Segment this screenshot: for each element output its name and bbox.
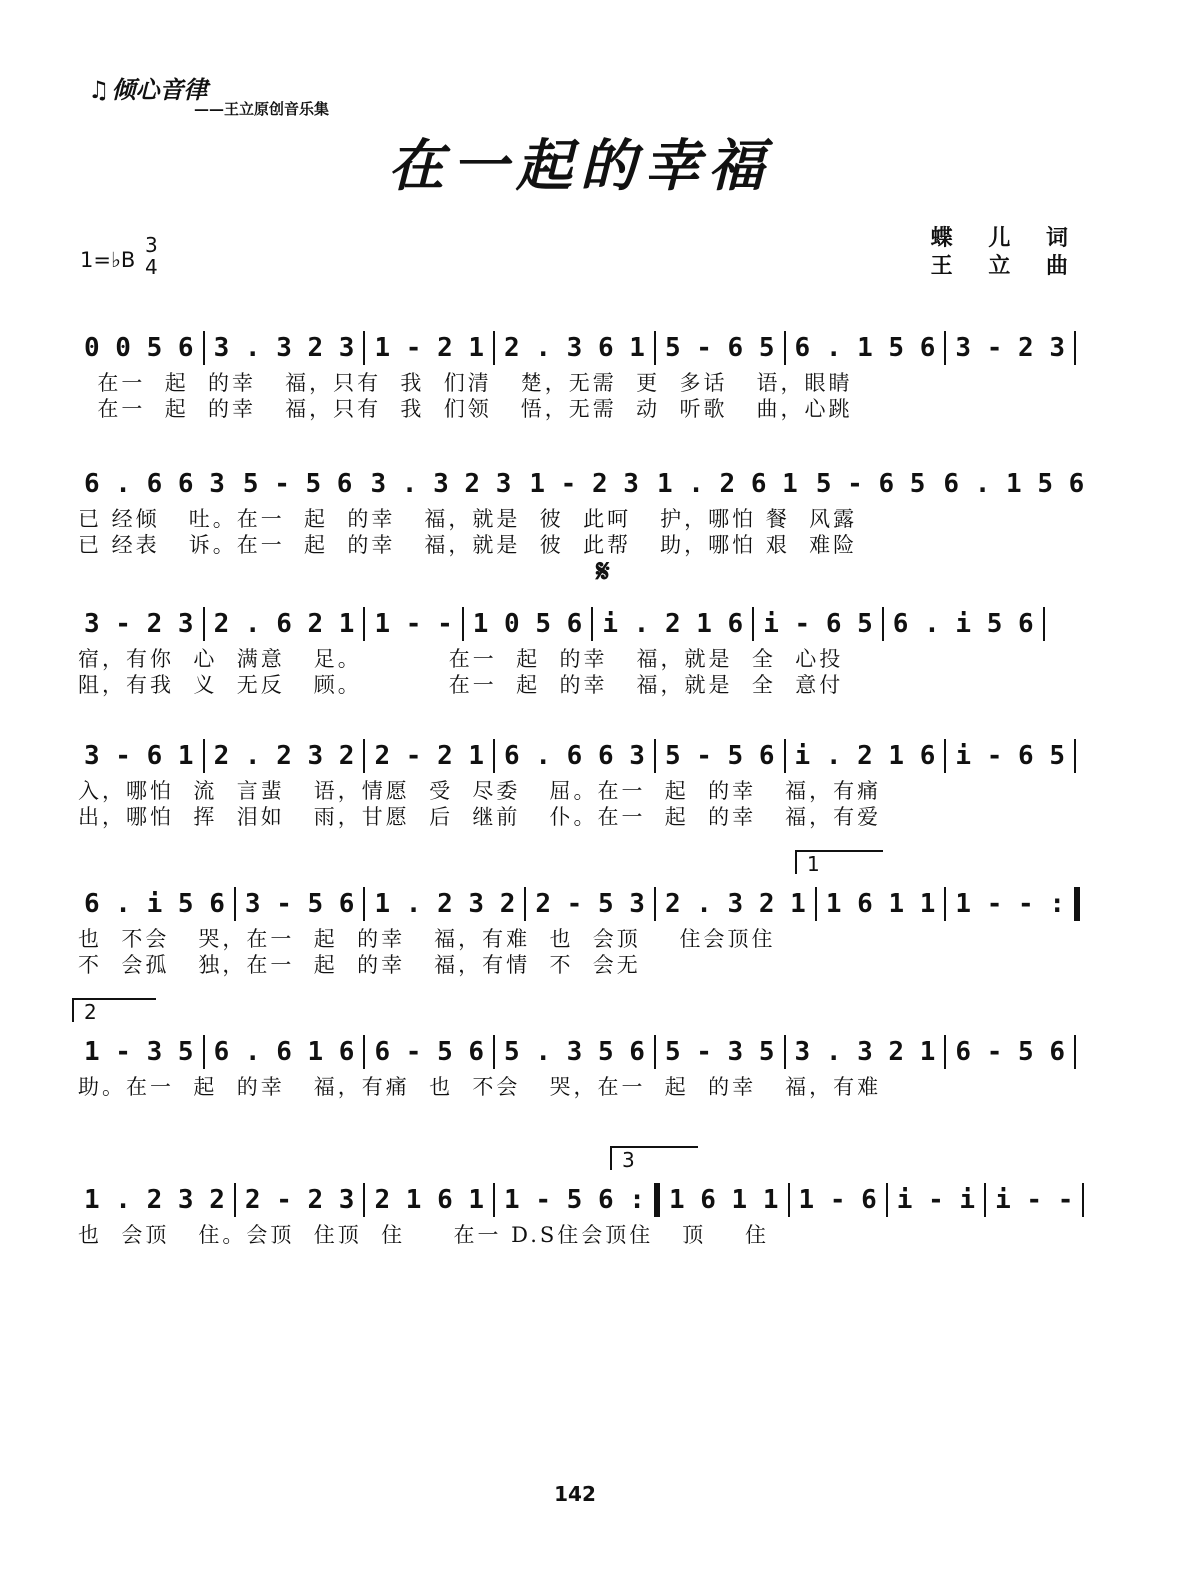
measure: 1 - 2 1 xyxy=(374,333,485,363)
measure: 6 . 6 6 3 xyxy=(84,469,225,499)
bar-line xyxy=(363,1035,365,1069)
volta-bracket xyxy=(72,998,156,1022)
measure: 1 - 6 xyxy=(798,1185,877,1215)
lyric-line: 不 会孤 独，在一 起 的幸 福，有情 不 会无 xyxy=(78,953,641,977)
lyric-line: 助。在一 起 的幸 福，有痛 也 不会 哭，在一 起 的幸 福，有难 xyxy=(78,1075,882,1099)
measure: 3 - 2 3 xyxy=(84,609,194,639)
volta-bracket xyxy=(610,1146,698,1170)
bar-line xyxy=(363,1183,365,1217)
measure: 6 . 6 6 3 xyxy=(504,741,645,771)
measure: 5 . 3 5 6 xyxy=(504,1037,645,1067)
measure: 5 - 6 5 xyxy=(815,469,926,499)
bar-line xyxy=(203,739,205,773)
measure: 5 - 5 6 xyxy=(664,741,775,771)
measure: 6 . i 5 6 xyxy=(892,609,1034,639)
measure: 1 0 5 6 xyxy=(472,609,583,639)
lyric-line: 入，哪怕 流 言蜚 语，情愿 受 尽委 屈。在一 起 的幸 福，有痛 xyxy=(78,779,882,803)
measure: 6 . i 5 6 xyxy=(84,889,225,919)
measure: 6 - 5 6 xyxy=(955,1037,1065,1067)
lyric-line: 宿，有你 心 满意 足。 在一 起 的幸 福，就是 全 心投 xyxy=(78,647,844,671)
lyric-line: 已 经表 诉。在一 起 的幸 福，就是 彼 此帮 助，哪怕 艰 难险 xyxy=(78,533,858,557)
measure: i . 2 1 6 xyxy=(794,741,936,771)
lyric-line: 也 会顶 住。会顶 住顶 住 在一 D.S住会顶住 顶 住 xyxy=(78,1223,770,1247)
bar-line xyxy=(203,331,205,365)
brand-subtitle: ——王立原创音乐集 xyxy=(194,100,330,118)
measure: 2 . 2 3 2 xyxy=(213,741,355,771)
bar-line xyxy=(234,1183,236,1217)
bar-line xyxy=(493,1035,495,1069)
measure: 3 - 5 6 xyxy=(244,889,355,919)
time-signature xyxy=(145,234,158,278)
measure: i - 6 5 xyxy=(763,609,873,639)
bar-line xyxy=(591,607,593,641)
measure: i - - xyxy=(995,1185,1074,1215)
measure: 1 . 2 3 2 xyxy=(84,1185,225,1215)
score-system xyxy=(78,734,1088,830)
credits xyxy=(931,224,1082,280)
bar-line xyxy=(1074,1035,1076,1069)
score-system xyxy=(78,602,1088,698)
bar-line xyxy=(752,607,754,641)
measure: 3 . 3 2 3 xyxy=(370,469,512,499)
volta-bracket xyxy=(795,850,883,874)
bar-line xyxy=(493,331,495,365)
measure: 1 . 2 3 2 xyxy=(374,889,516,919)
volta-number: 2 xyxy=(84,1000,97,1024)
notes-row xyxy=(78,1178,1088,1222)
bar-line xyxy=(203,1035,205,1069)
lyricist-credit: 蝶 儿 词 xyxy=(930,225,1082,251)
song-title: 在一起的幸福 xyxy=(388,133,772,199)
measure: i - 6 5 xyxy=(955,741,1065,771)
bar-line xyxy=(654,1035,656,1069)
composer-credit: 王 立 曲 xyxy=(930,253,1082,279)
brand-name: 倾心音律 xyxy=(111,75,208,104)
measure: 3 . 3 2 3 xyxy=(213,333,355,363)
measure: 6 . 1 5 6 xyxy=(943,469,1085,499)
bar-line xyxy=(944,1035,946,1069)
bar-line xyxy=(654,331,656,365)
bar-line xyxy=(1074,331,1076,365)
measure: 1 - 5 6 : xyxy=(504,1185,645,1215)
time-signature-top: 3 xyxy=(145,233,158,257)
measure: 2 - 5 3 xyxy=(535,889,645,919)
bar-line xyxy=(654,887,656,921)
bar-line xyxy=(788,1183,790,1217)
volta-number: 3 xyxy=(622,1148,635,1172)
lyric-line: 出，哪怕 挥 泪如 雨，甘愿 后 继前 仆。在一 起 的幸 福，有爱 xyxy=(78,805,882,829)
bar-line xyxy=(944,887,946,921)
lyric-line: 在一 起 的幸 福，只有 我 们领 悟，无需 动 听歌 曲，心跳 xyxy=(78,397,853,421)
bar-line xyxy=(493,1183,495,1217)
notes-row xyxy=(78,882,1088,926)
bar-line xyxy=(882,607,884,641)
measure: 6 - 5 6 xyxy=(374,1037,485,1067)
measure: 6 . 6 1 6 xyxy=(213,1037,355,1067)
measure: 1 . 2 6 1 xyxy=(656,469,798,499)
score-system xyxy=(78,1030,1088,1100)
volta-number: 1 xyxy=(807,852,820,876)
bar-line xyxy=(524,887,526,921)
measure: 6 . 1 5 6 xyxy=(794,333,936,363)
score-system xyxy=(78,1178,1088,1248)
bar-line xyxy=(493,739,495,773)
measure: 2 . 3 2 1 xyxy=(664,889,806,919)
bar-line xyxy=(1082,1183,1084,1217)
bar-line xyxy=(363,887,365,921)
lyric-line: 阻，有我 义 无反 顾。 在一 起 的幸 福，就是 全 意付 xyxy=(78,673,844,697)
measure: 1 6 1 1 xyxy=(825,889,936,919)
page-number: 142 xyxy=(554,1482,596,1506)
bar-line xyxy=(1074,887,1080,921)
bar-line xyxy=(784,1035,786,1069)
bar-line xyxy=(886,1183,888,1217)
measure: 2 - 2 1 xyxy=(374,741,485,771)
measure: 2 . 3 6 1 xyxy=(504,333,645,363)
measure: 1 6 1 1 xyxy=(668,1185,779,1215)
measure: 3 - 6 1 xyxy=(84,741,194,771)
music-note-icon: ♫ xyxy=(88,76,110,104)
bar-line xyxy=(1043,607,1045,641)
bar-line xyxy=(944,739,946,773)
notes-row xyxy=(78,326,1088,370)
measure: i . 2 1 6 xyxy=(602,609,744,639)
bar-line xyxy=(815,887,817,921)
score-system xyxy=(78,326,1088,422)
measure: 1 - 2 3 xyxy=(529,469,639,499)
measure: 0 0 5 6 xyxy=(84,333,194,363)
lyric-line: 已 经倾 吐。在一 起 的幸 福，就是 彼 此呵 护，哪怕 餐 风露 xyxy=(78,507,858,531)
lyric-line: 也 不会 哭，在一 起 的幸 福，有难 也 会顶 住会顶住 xyxy=(78,927,776,951)
measure: 2 - 2 3 xyxy=(244,1185,355,1215)
measure: 3 . 3 2 1 xyxy=(794,1037,936,1067)
bar-line xyxy=(1074,739,1076,773)
notes-row xyxy=(78,462,1088,506)
notes-row xyxy=(78,602,1088,646)
segno-sign: 𝄋 xyxy=(596,552,610,590)
bar-line xyxy=(654,1183,660,1217)
notes-row xyxy=(78,734,1088,778)
score-system xyxy=(78,462,1088,558)
measure: 1 - - : xyxy=(955,889,1065,919)
bar-line xyxy=(784,739,786,773)
measure: 3 - 2 3 xyxy=(955,333,1065,363)
bar-line xyxy=(984,1183,986,1217)
brand-logo xyxy=(88,70,330,118)
measure: 1 - - xyxy=(374,609,453,639)
key-signature: 1=♭B xyxy=(80,248,136,272)
bar-line xyxy=(462,607,464,641)
score-system xyxy=(78,882,1088,978)
bar-line xyxy=(784,331,786,365)
bar-line xyxy=(944,331,946,365)
measure: 5 - 6 5 xyxy=(664,333,775,363)
measure: 5 - 3 5 xyxy=(664,1037,775,1067)
bar-line xyxy=(363,331,365,365)
bar-line xyxy=(203,607,205,641)
measure: 2 1 6 1 xyxy=(374,1185,485,1215)
lyric-line: 在一 起 的幸 福，只有 我 们清 楚，无需 更 多话 语，眼睛 xyxy=(78,371,853,395)
measure: 2 . 6 2 1 xyxy=(213,609,355,639)
bar-line xyxy=(234,887,236,921)
measure: 5 - 5 6 xyxy=(242,469,353,499)
bar-line xyxy=(363,739,365,773)
measure: i - i xyxy=(896,1185,976,1215)
bar-line xyxy=(363,607,365,641)
measure: 1 - 3 5 xyxy=(84,1037,194,1067)
bar-line xyxy=(654,739,656,773)
time-signature-bottom: 4 xyxy=(145,255,158,279)
notes-row xyxy=(78,1030,1088,1074)
